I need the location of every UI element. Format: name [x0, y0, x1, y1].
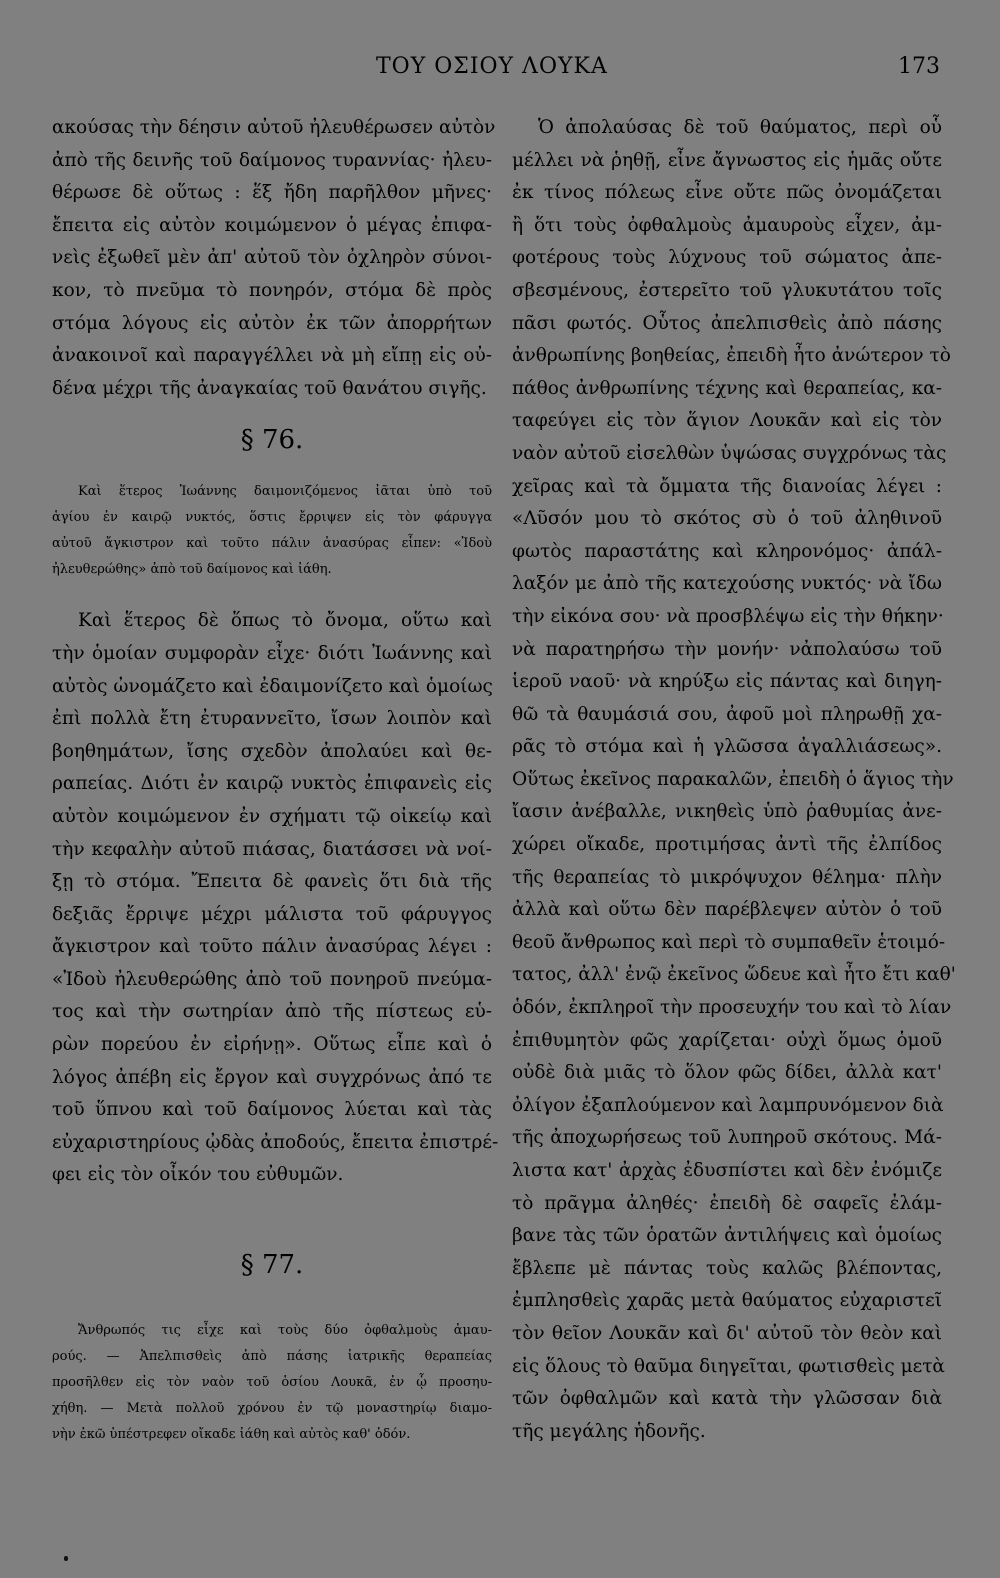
section-summary-76	[52, 479, 492, 583]
text-line: χεῖρας καὶ τὰ ὄμματα τῆς διανοίας λέγει :	[512, 475, 942, 497]
text-line: τὴν ὁμοίαν συμφορὰν εἶχε· διότι Ἰωάννης καὶ	[52, 642, 492, 664]
text-line: ἔπειτα εἰς αὐτὸν κοιμώμενον ὁ μέγας ἐπιφα-	[52, 214, 492, 236]
text-line: εὐχαριστηρίους ᾠδὰς ἀποδούς, ἔπειτα ἐπιστρέ-	[52, 1131, 499, 1153]
text-line: πᾶσι φωτός. Οὗτος ἀπελπισθεὶς ἀπὸ πάσης	[512, 312, 942, 334]
right-column	[512, 112, 956, 1448]
text-line: κον, τὸ πνεῦμα τὸ πονηρόν, στόμα δὲ πρὸς	[52, 279, 492, 301]
text-line: ταφεύγει εἰς τὸν ἅγιον Λουκᾶν καὶ εἰς τὸν	[512, 410, 942, 432]
text-line: ἴασιν ἀνέβαλλε, νικηθεὶς ὑπὸ ῥαθυμίας ἀνε-	[512, 801, 942, 823]
paragraph-continued	[52, 112, 496, 405]
text-line: νεὶς ἐξωθεῖ μὲν ἀπ' αὐτοῦ τὸν ὀχληρὸν σύνοι-	[52, 247, 492, 269]
text-line: ρὼν πορεύου ἐν εἰρήνῃ». Οὕτως εἶπε καὶ ὁ	[52, 1034, 492, 1056]
text-line: «Λῦσόν μου τὸ σκότος σὺ ὁ τοῦ ἀληθινοῦ	[512, 508, 942, 530]
text-line: τατος, ἀλλ' ἐνῷ ἐκεῖνος ὥδευε καὶ ἦτο ἔτι καθ'	[512, 964, 956, 986]
text-line: δεξιᾶς ἔρριψε μέχρι μάλιστα τοῦ φάρυγγος	[52, 903, 492, 925]
text-line: δένα μέχρι τῆς ἀναγκαίας τοῦ θανάτου σιγῆς.	[52, 377, 487, 399]
text-line: ἐμπλησθεὶς χαρᾶς μετὰ θαύματος εὐχαριστεῖ	[512, 1290, 942, 1312]
text-line: ἐπὶ πολλὰ ἔτη ἐτυραννεῖτο, ἴσων λοιπὸν καὶ	[52, 708, 492, 730]
text-line: ἀνθρωπίνης βοηθείας, ἐπειδὴ ἦτο ἀνώτερον τὸ	[512, 345, 951, 367]
section-heading-76: § 76.	[240, 425, 304, 456]
text-line: λιστα κατ' ἀρχὰς ἐδυσπίστει καὶ δὲν ἐνόμιζε	[512, 1160, 942, 1181]
left-column	[52, 112, 499, 1448]
text-line: φωτὸς παραστάτης καὶ κληρονόμος· ἀπάλ-	[512, 540, 942, 562]
text-line: ἀνακοινοῖ καὶ παραγγέλλει νὰ μὴ εἴπῃ εἰς οὐ-	[52, 345, 492, 367]
text-line: σβεσμένους, ἐστερεῖτο τοῦ γλυκυτάτου τοῖς	[512, 279, 942, 301]
text-line: ἱεροῦ ναοῦ· νὰ κηρύξω εἰς πάντας καὶ διηγη-	[512, 671, 942, 693]
text-line: οὐδὲ διὰ μιᾶς τὸ ὅλον φῶς δίδει, ἀλλὰ κατ'	[512, 1062, 942, 1084]
text-line: Οὕτως ἐκεῖνος παρακαλῶν, ἐπειδὴ ὁ ἅγιος τὴν	[512, 768, 954, 790]
text-line: τὴν εἰκόνα σου· νὰ προσβλέψω εἰς τὴν θήκην·	[512, 605, 944, 627]
text-line: ἐκ τίνος πόλεως εἶνε οὔτε πῶς ὀνομάζεται	[512, 182, 942, 204]
text-line: βοηθημάτων, ἴσης σχεδὸν ἀπολαύει καὶ θε-	[52, 740, 492, 762]
text-line: ἐπιθυμητὸν φῶς χαρίζεται· οὐχὶ ὅμως ὁμοῦ	[512, 1029, 942, 1051]
text-line: θεοῦ ἄνθρωπος καὶ περὶ τὸ συμπαθεῖν ἑτοιμό-	[512, 931, 946, 953]
text-line: πάθος ἀνθρωπίνης τέχνης καὶ θεραπείας, κα-	[512, 377, 942, 399]
text-line: ραπείας. Διότι ἐν καιρῷ νυκτὸς ἐπιφανεὶς εἰς	[52, 773, 492, 795]
running-title: ΤΟΥ ΟΣΙΟΥ ΛΟΥΚΑ	[376, 54, 608, 79]
text-line: τοῦ ὕπνου καὶ τοῦ δαίμονος λύεται καὶ τὰς	[52, 1099, 492, 1121]
text-line: στόμα λόγους εἰς αὐτὸν ἐκ τῶν ἀπορρήτων	[52, 312, 492, 334]
text-line: «Ἰδοὺ ἠλευθερώθης ἀπὸ τοῦ πονηροῦ πνεύμα-	[52, 968, 492, 990]
text-line: ἔβλεπε μὲ πάντας τοὺς καλῶς βλέποντας,	[512, 1257, 942, 1279]
text-line: ἁγίου ἐν καιρῷ νυκτός, ὅστις ἔρριψεν εἰς τὸν φάρυγγα	[52, 510, 492, 526]
text-line: φει εἰς τὸν οἶκόν του εὐθυμῶν.	[52, 1164, 344, 1186]
text-line: λαξόν με ἀπὸ τῆς κατεχούσης νυκτός· νὰ ἴδω	[512, 573, 942, 595]
paragraph-section-77	[512, 112, 956, 1448]
text-line: ἀπὸ τῆς δεινῆς τοῦ δαίμονος τυραννίας· ἠλευ-	[52, 149, 492, 171]
text-line: θῶ τὰ θαυμάσιά σου, ἀφοῦ μοὶ πληρωθῇ χα-	[512, 703, 942, 725]
text-line: αὐτὸν κοιμώμενον ἐν σχήματι τῷ οἰκείῳ καὶ	[52, 805, 492, 827]
text-line: χήθη. — Μετὰ πολλοῦ χρόνου ἐν τῷ μοναστηρίῳ διαμο-	[52, 1401, 492, 1417]
text-line: θέρωσε δὲ οὕτως : ἕξ ἤδη παρῆλθον μῆνες·	[52, 182, 492, 204]
text-line: ξῃ τὸ στόμα. Ἔπειτα δὲ φανεὶς ὅτι διὰ τῆς	[52, 871, 492, 893]
text-line: ἠλευθερώθης» ἀπὸ τοῦ δαίμονος καὶ ἰάθη.	[52, 562, 332, 578]
section-summary-77	[52, 1318, 492, 1448]
text-line: εἰς ὅλους τὸ θαῦμα διηγεῖται, φωτισθεὶς μετὰ	[512, 1355, 945, 1377]
text-line: Ὁ ἀπολαύσας δὲ τοῦ θαύματος, περὶ οὗ	[538, 117, 942, 138]
text-line: Ἄνθρωπός τις εἶχε καὶ τοὺς δύο ὀφθαλμοὺς ἀμαυ-	[78, 1323, 492, 1339]
text-line: Καὶ ἕτερος δὲ ὅπως τὸ ὄνομα, οὕτω καὶ	[78, 610, 492, 632]
text-line: Καὶ ἕτερος Ἰωάννης δαιμονιζόμενος ἰᾶται ὑπὸ τοῦ	[78, 484, 492, 500]
text-line: μέλλει νὰ ῥηθῇ, εἶνε ἄγνωστος εἰς ἡμᾶς οὔτε	[512, 149, 942, 171]
text-line: ρᾶς τὸ στόμα καὶ ἡ γλῶσσα ἀγαλλιάσεως».	[512, 736, 942, 758]
text-line: νὰ παρατηρήσω τὴν μονήν· νἀπολαύσω τοῦ	[512, 638, 942, 660]
text-line: αὐτὸς ὠνομάζετο καὶ ἐδαιμονίζετο καὶ ὁμοίως	[52, 675, 493, 697]
text-line: τος καὶ τὴν σωτηρίαν ἀπὸ τῆς πίστεως εὑ-	[52, 1001, 492, 1023]
text-line: χώρει οἴκαδε, προτιμήσας ἀντὶ τῆς ἐλπίδος	[512, 834, 942, 856]
text-line: τὸν θεῖον Λουκᾶν καὶ δι' αὐτοῦ τὸν θεὸν καὶ	[512, 1322, 942, 1344]
text-line: νὴν ἐκῶ ὑπέστρεφεν οἴκαδε ἰάθη καὶ αὐτὸς καθ' ὁδόν.	[52, 1427, 411, 1443]
page-header	[0, 54, 1000, 90]
text-line: ὀλίγον ἐξαπλούμενον καὶ λαμπρυνόμενον διὰ	[512, 1094, 944, 1116]
text-line: προσῆλθεν εἰς τὸν ναὸν τοῦ ὁσίου Λουκᾶ, ἐν ᾧ προσηυ-	[52, 1375, 492, 1391]
paragraph-section-76	[52, 605, 499, 1192]
text-line: βανε τὰς τῶν ὁρατῶν ἀντιλήψεις καὶ ὁμοίως	[512, 1225, 942, 1247]
text-line: τῆς μεγάλης ἡδονῆς.	[512, 1420, 706, 1442]
text-line: τὴν κεφαλὴν αὐτοῦ πιάσας, διατάσσει νὰ νοί-	[52, 838, 492, 860]
text-line: ακούσας τὴν δέησιν αὐτοῦ ἠλευθέρωσεν αὐτὸν	[52, 117, 496, 138]
text-line: ρούς. — Ἀπελπισθεὶς ἀπὸ πάσης ἰατρικῆς θεραπείας	[52, 1349, 492, 1365]
text-line: φοτέρους τοὺς λύχνους τοῦ σώματος ἀπε-	[512, 247, 942, 269]
section-heading-77: § 77.	[240, 1250, 304, 1281]
page-speck	[64, 1556, 68, 1561]
text-line: τὸ πρᾶγμα ἀληθές· ἐπειδὴ δὲ σαφεῖς ἐλάμ-	[512, 1192, 942, 1214]
text-line: τῆς ἀποχωρήσεως τοῦ λυπηροῦ σκότους. Μά-	[512, 1127, 942, 1149]
text-line: αὐτοῦ ἄγκιστρον καὶ τοῦτο πάλιν ἀνασύρας εἶπεν: «Ἰδοὺ	[52, 536, 492, 552]
text-line: ἀλλὰ καὶ οὕτω δὲν παρέβλεψεν αὐτὸν ὁ τοῦ	[512, 899, 942, 921]
text-line: ἢ ὅτι τοὺς ὀφθαλμοὺς ἀμαυροὺς εἶχεν, ἀμ-	[512, 214, 942, 236]
text-line: τῶν ὀφθαλμῶν καὶ κατὰ τὴν γλῶσσαν διὰ	[512, 1388, 942, 1410]
text-line: ὁδόν, ἐκπληροῖ τὴν προσευχήν του καὶ τὸ λίαν	[512, 997, 952, 1019]
text-line: λόγος ἀπέβη εἰς ἔργον καὶ συγχρόνως ἀπό τε	[52, 1066, 492, 1088]
text-line: ναὸν αὐτοῦ εἰσελθὼν ὑψώσας συγχρόνως τὰς	[512, 442, 947, 464]
page-number: 173	[898, 54, 940, 79]
text-line: ἄγκιστρον καὶ τοῦτο πάλιν ἀνασύρας λέγει :	[52, 936, 492, 958]
text-line: τῆς θεραπείας τὸ μικρόψυχον θέλημα· πλὴν	[512, 866, 942, 888]
